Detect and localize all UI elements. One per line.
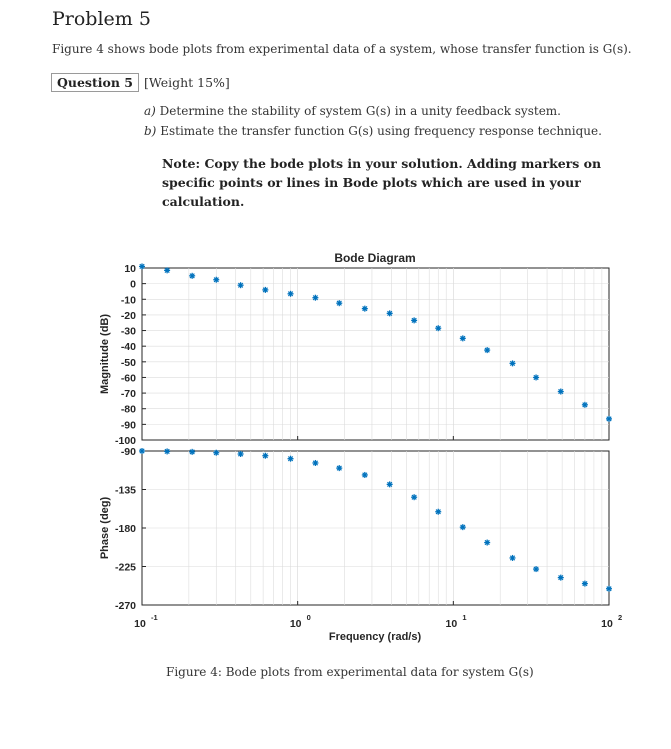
mag-data-point: [606, 416, 612, 422]
xtick-label-exponent: 0: [306, 613, 311, 622]
xtick-label: [445, 613, 466, 630]
mag-data-point: [582, 402, 588, 408]
magnitude-axes: [142, 268, 609, 440]
phase-ytick-label: -180: [114, 523, 136, 535]
mag-data-point: [558, 389, 564, 395]
mag-ytick-label: -50: [120, 356, 136, 369]
xtick-label: [290, 613, 311, 630]
xtick-label-base: 10: [134, 618, 146, 630]
xtick-label-exponent: 1: [462, 613, 467, 622]
phase-data-point: [288, 456, 294, 462]
phase-ytick-label: -90: [120, 446, 136, 458]
frequency-xlabel: Frequency (rad/s): [328, 631, 422, 643]
xtick-label: [134, 613, 158, 630]
mag-data-point: [238, 282, 244, 288]
phase-data-point: [139, 448, 145, 454]
mag-data-point: [164, 267, 170, 273]
item-b-marker: b): [144, 124, 157, 138]
magnitude-ylabel: Magnitude (dB): [99, 313, 111, 395]
phase-data-point: [533, 566, 539, 572]
xtick-label: [601, 613, 622, 630]
mag-ytick-label: -10: [120, 294, 136, 307]
mag-data-point: [484, 347, 490, 353]
item-a-text: Determine the stability of system G(s) in a unity feedback system.: [159, 104, 561, 118]
phase-data-point: [558, 575, 564, 581]
phase-data-point: [262, 453, 268, 459]
phase-ytick-label: -270: [114, 600, 136, 612]
mag-data-point: [336, 300, 342, 306]
mag-data-point: [362, 306, 368, 312]
chart-title: Bode Diagram: [334, 251, 416, 265]
mag-data-point: [312, 295, 318, 301]
question-label: Question 5: [51, 73, 139, 92]
phase-data-point: [336, 465, 342, 471]
phase-data-point: [238, 451, 244, 457]
problem-title: Problem 5: [52, 8, 151, 30]
mag-ytick-label: -90: [120, 419, 136, 432]
mag-ytick-label: -100: [114, 435, 136, 447]
phase-ytick-label: -135: [114, 484, 136, 497]
phase-ytick-label: -225: [114, 561, 136, 574]
phase-data-point: [411, 494, 417, 500]
phase-data-point: [582, 581, 588, 587]
phase-data-point: [312, 460, 318, 466]
item-a-marker: a): [144, 104, 156, 118]
mag-data-point: [213, 277, 219, 283]
question-weight: [Weight 15%]: [144, 75, 230, 90]
phase-data-point: [435, 509, 441, 515]
mag-data-point: [139, 263, 145, 269]
phase-data-point: [213, 450, 219, 456]
mag-ytick-label: -80: [120, 403, 136, 416]
mag-data-point: [411, 317, 417, 323]
xtick-label-base: 10: [445, 618, 458, 630]
xtick-label-base: 10: [601, 618, 613, 630]
phase-data-point: [387, 481, 393, 487]
phase-data-point: [484, 540, 490, 546]
mag-ytick-label: -70: [120, 388, 136, 401]
mag-data-point: [288, 291, 294, 297]
mag-data-point: [533, 374, 539, 380]
phase-data-point: [362, 472, 368, 478]
phase-data-point: [189, 449, 195, 455]
mag-ytick-label: 0: [130, 278, 136, 291]
mag-data-point: [435, 325, 441, 331]
xtick-label-base: 10: [289, 618, 302, 630]
item-b-text: Estimate the transfer function G(s) using frequency response technique.: [160, 124, 602, 138]
mag-data-point: [460, 335, 466, 341]
phase-data-point: [164, 448, 170, 454]
xtick-label-exponent: -1: [151, 613, 158, 622]
mag-data-point: [387, 310, 393, 316]
mag-data-point: [510, 360, 516, 366]
phase-data-point: [606, 586, 612, 592]
phase-data-point: [460, 524, 466, 530]
mag-ytick-label: -20: [120, 309, 136, 322]
phase-data-point: [510, 555, 516, 561]
mag-ytick-label: -30: [120, 325, 136, 338]
xtick-label-exponent: 2: [618, 613, 623, 622]
phase-ylabel: Phase (deg): [99, 496, 111, 560]
problem-intro: Figure 4 shows bode plots from experimental data of a system, whose transfer function is G(s).: [52, 42, 632, 56]
mag-ytick-label: -60: [120, 372, 136, 385]
figure-caption: Figure 4: Bode plots from experimental data for system G(s): [166, 665, 534, 679]
note-text: Note: Copy the bode plots in your solution. Adding markers on specific points or lines in Bode plots which are used in your calculation.: [162, 156, 602, 209]
mag-ytick-label: 10: [124, 263, 136, 275]
mag-data-point: [189, 273, 195, 279]
mag-data-point: [262, 287, 268, 293]
mag-ytick-label: -40: [120, 341, 136, 354]
